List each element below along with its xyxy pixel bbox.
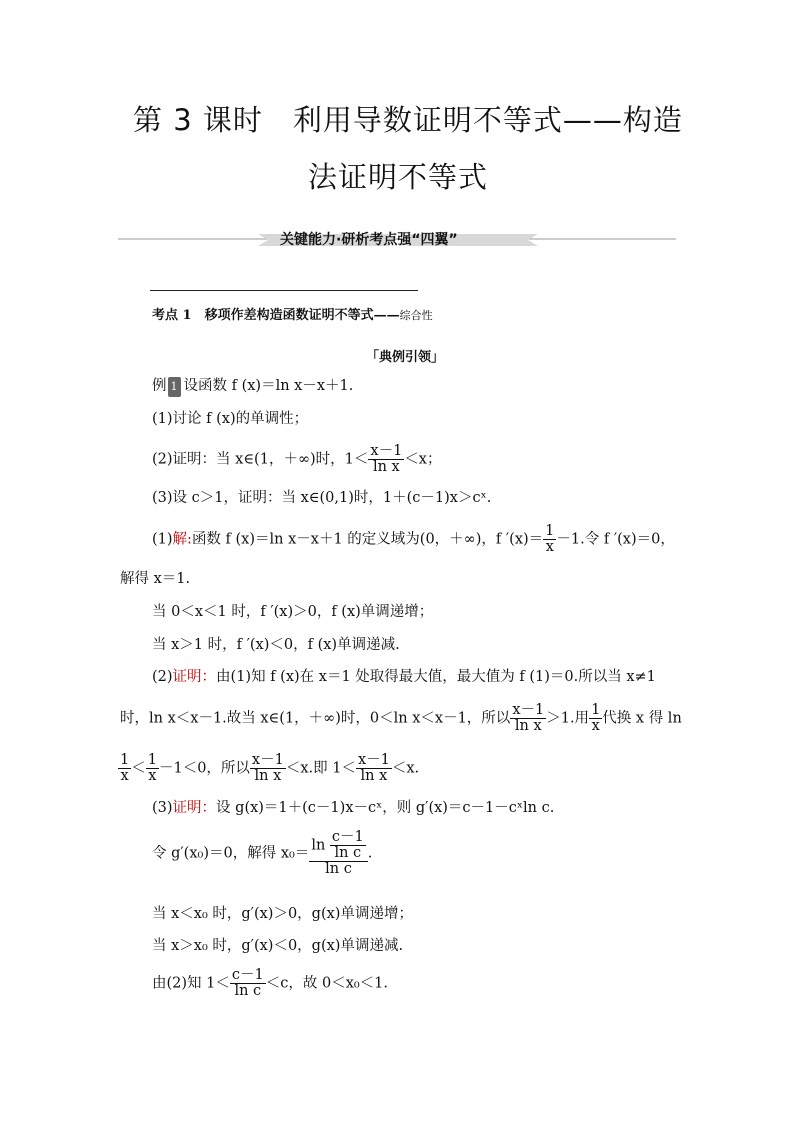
question-3: (3)设 c＞1，证明：当 x∈(0,1)时，1＋(c－1)x＞cˣ. — [152, 490, 492, 506]
question-1: (1)讨论 f (x)的单调性； — [152, 411, 309, 427]
page-title-line1: 第 3 课时 利用导数证明不等式——构造 — [133, 103, 683, 137]
kaodian-divider — [150, 290, 418, 291]
kaodian-tag: 综合性 — [399, 309, 433, 322]
solution-2-line1: (2)证明：由(1)知 f (x)在 x＝1 处取得最大值，最大值为 f (1)＝0.所以当 x≠1 — [152, 669, 656, 685]
solution-2-line2: 时，ln x＜x－1.故当 x∈(1，＋∞)时，0＜ln x＜x－1，所以 $\frac{x-1}{\text{ln x}}$ ＞1.用 $\frac{1}{x}$ 代换 x 得 ln — [120, 702, 682, 734]
solution-3-line5: 由(2)知 1＜ $\frac{c-1}{\text{ln c}}$ ＜c，故 0＜x₀＜1. — [152, 967, 389, 999]
kaodian-heading — [152, 304, 433, 323]
dianli-heading: 「典例引领」 — [366, 350, 445, 365]
solution-1-line2: 解得 x＝1. — [120, 571, 191, 587]
example-stem — [152, 376, 353, 397]
solution-1-line4: 当 x＞1 时，f ′(x)＜0，f (x)单调递减. — [152, 637, 400, 653]
solution-3-line1: (3)证明：设 g(x)＝1＋(c－1)x－cˣ，则 g′(x)＝c－1－cˣln c. — [152, 800, 555, 816]
solution-2-line3: $\frac{1}{x}$ ＜ $\frac{1}{x}$ －1＜0，所以 $\frac{x-1}{\text{ln x}}$ ＜x.即 1＜ $\frac{x-1}{\text{ln x}}$ ＜x. — [120, 752, 420, 784]
example-prefix: 例 — [152, 378, 167, 394]
question-2: (2)证明：当 x∈(1，＋∞)时，1＜ $\frac{x-1}{\text{ln x}}$ ＜x； — [152, 443, 442, 475]
kaodian-label: 考点 1 移项作差构造函数证明不等式—— — [152, 308, 400, 323]
solution-3-line2: 令 g′(x₀)＝0，解得 x₀＝ ln $\frac{c-1}{\text{ln c}}$ ln c . — [152, 829, 373, 877]
solution-3-line4: 当 x＞x₀ 时，g′(x)＜0，g(x)单调递减. — [152, 938, 404, 954]
section-banner: 关键能力·研析考点强“四翼” — [280, 232, 458, 248]
solution-3-line3: 当 x＜x₀ 时，g′(x)＞0，g(x)单调递增； — [152, 906, 413, 922]
page-title-line2: 法证明不等式 — [308, 160, 489, 194]
solution-1-line1: (1)解:函数 f (x)＝ln x－x＋1 的定义域为(0，＋∞)，f ′(x)＝ $\frac{1}{x}$ －1.令 f ′(x)＝0， — [152, 523, 675, 555]
example-stem-text: 设函数 f (x)＝ln x－x＋1. — [183, 378, 354, 394]
example-number-badge: 1 — [168, 377, 181, 397]
solution-1-line3: 当 0＜x＜1 时，f ′(x)＞0，f (x)单调递增； — [152, 604, 434, 620]
